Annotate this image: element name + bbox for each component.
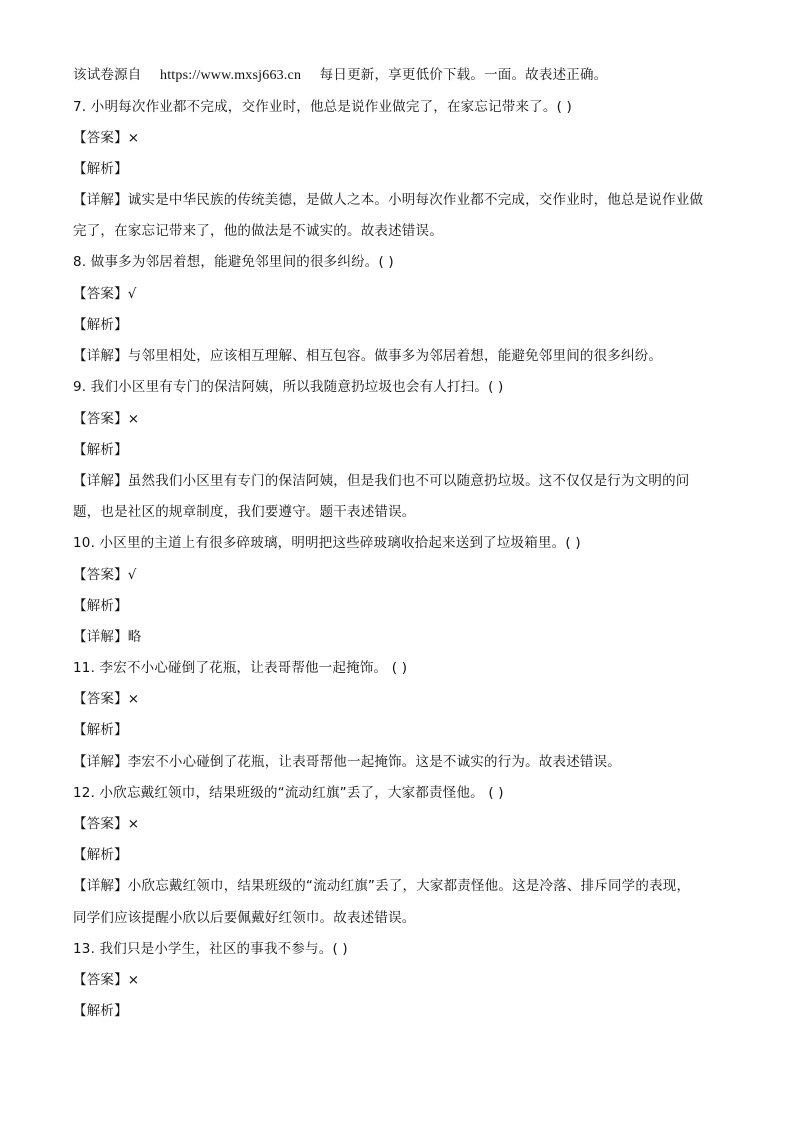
detail-line: 同学们应该提醒小欣以后要佩戴好红领巾。故表述错误。 [73, 910, 416, 926]
question-stem: 10. 小区里的主道上有很多碎玻璃，明明把这些碎玻璃收拾起来送到了垃圾箱里。( ) [73, 535, 581, 551]
analysis-label: 【解析】 [73, 442, 128, 458]
question-stem: 12. 小欣忘戴红领巾，结果班级的“流动红旗”丢了，大家都责怪他。 ( ) [73, 785, 504, 801]
question-stem: 7. 小明每次作业都不完成，交作业时，他总是说作业做完了，在家忘记带来了。( ) [73, 99, 572, 115]
answer-line: 【答案】× [73, 411, 140, 427]
analysis-label: 【解析】 [73, 847, 128, 863]
analysis-label: 【解析】 [73, 722, 128, 738]
detail-line: 完了，在家忘记带来了，他的做法是不诚实的。故表述错误。 [73, 223, 443, 239]
answer-line: 【答案】√ [73, 286, 137, 302]
detail-line: 【详解】略 [73, 629, 142, 645]
question-stem: 9. 我们小区里有专门的保洁阿姨，所以我随意扔垃圾也会有人打扫。( ) [73, 379, 504, 395]
detail-line: 题，也是社区的规章制度，我们要遵守。题干表述错误。 [73, 504, 416, 520]
answer-line: 【答案】× [73, 130, 140, 146]
question-stem: 11. 李宏不小心碰倒了花瓶，让表哥帮他一起掩饰。 ( ) [73, 660, 408, 676]
detail-line: 【详解】诚实是中华民族的传统美德，是做人之本。小明每次作业都不完成，交作业时，他总是说作业做 [73, 192, 704, 208]
source-header [73, 65, 607, 86]
answer-line: 【答案】× [73, 816, 140, 832]
detail-line: 【详解】小欣忘戴红领巾，结果班级的“流动红旗”丢了，大家都责怪他。这是冷落、排斥同学的表现， [73, 878, 691, 894]
detail-line: 【详解】与邻里相处，应该相互理解、相互包容。做事多为邻居着想，能避免邻里间的很多纠纷。 [73, 348, 663, 364]
analysis-label: 【解析】 [73, 317, 128, 333]
analysis-label: 【解析】 [73, 161, 128, 177]
detail-line: 【详解】李宏不小心碰倒了花瓶，让表哥帮他一起掩饰。这是不诚实的行为。故表述错误。 [73, 754, 621, 770]
answer-line: 【答案】× [73, 972, 140, 988]
source-url[interactable]: https://www.mxsj663.cn [160, 68, 302, 83]
answer-line: 【答案】√ [73, 567, 137, 583]
detail-line: 【详解】虽然我们小区里有专门的保洁阿姨，但是我们也不可以随意扔垃圾。这不仅仅是行为文明的问 [73, 473, 690, 489]
header-suffix: 每日更新，享更低价下载。一面。故表述正确。 [319, 67, 608, 83]
question-stem: 13. 我们只是小学生，社区的事我不参与。( ) [73, 941, 348, 957]
analysis-label: 【解析】 [73, 598, 128, 614]
header-prefix: 该试卷源自 [73, 67, 142, 83]
analysis-label: 【解析】 [73, 1003, 128, 1019]
question-stem: 8. 做事多为邻居着想，能避免邻里间的很多纠纷。( ) [73, 254, 394, 270]
answer-line: 【答案】× [73, 691, 140, 707]
